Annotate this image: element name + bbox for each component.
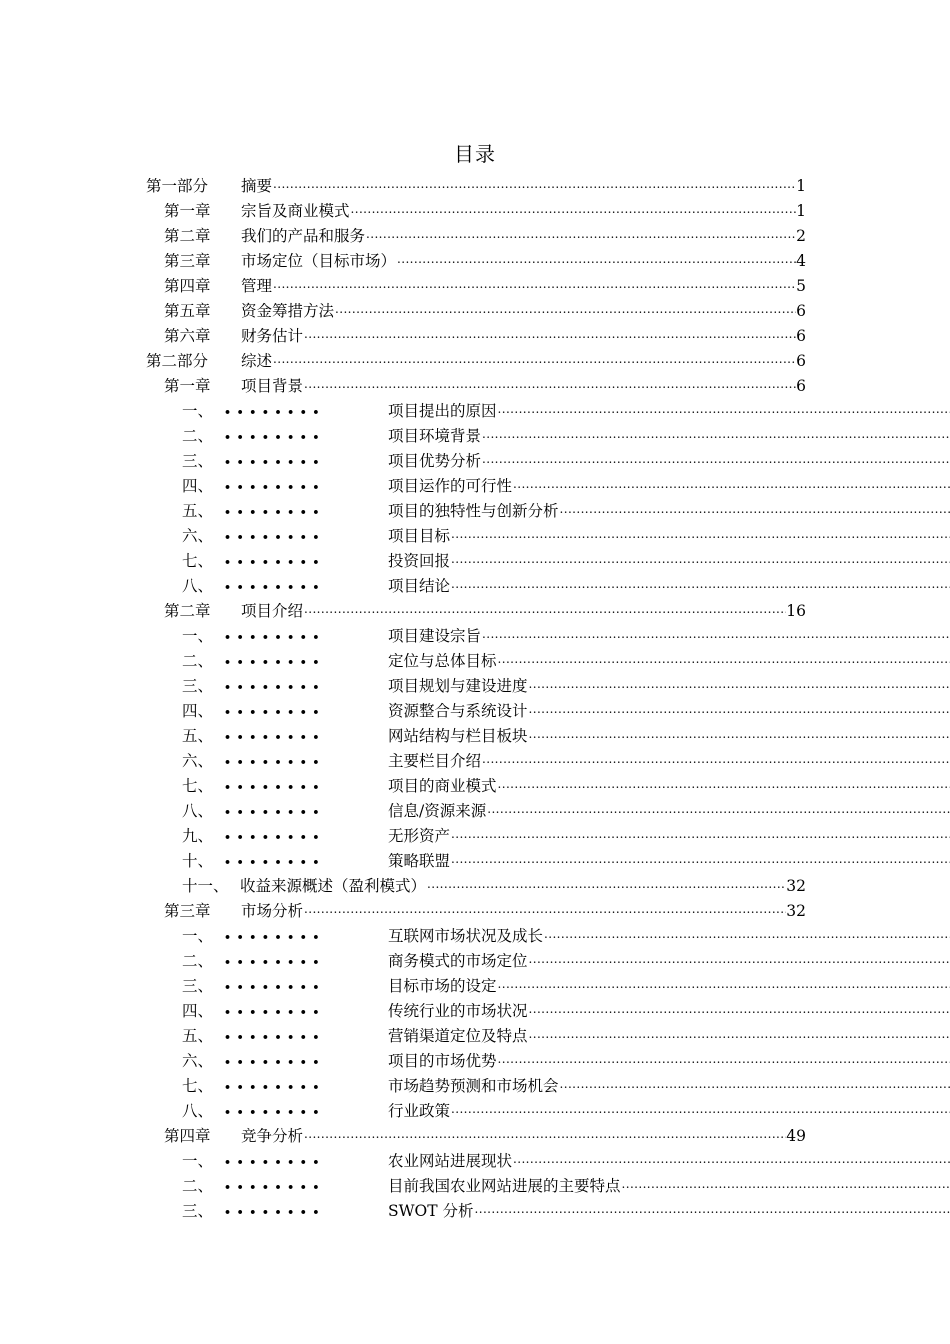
toc-bullets: •••••••• (224, 506, 326, 519)
toc-leader-dots (303, 1126, 786, 1142)
toc-entry-label: 项目背景 (241, 377, 304, 395)
toc-leader-dots (512, 476, 950, 492)
toc-entry-number: 第六章 (164, 327, 211, 345)
toc-entry-number: 第四章 (164, 277, 211, 295)
toc-leader-dots (474, 1201, 950, 1217)
toc-leader-dots (621, 1176, 950, 1192)
toc-bullets: •••••••• (224, 831, 326, 844)
toc-bullets: •••••••• (224, 1006, 326, 1019)
toc-entry-label: 项目结论 (388, 577, 451, 595)
toc-leader-dots (450, 826, 950, 842)
toc-entry-label: 项目环境背景 (388, 427, 482, 445)
toc-bullets: •••••••• (224, 856, 326, 869)
toc-entry-number: 第三章 (164, 902, 211, 920)
toc-entry-label: 项目的商业模式 (388, 777, 497, 795)
toc-entry-label: 项目介绍 (241, 602, 304, 620)
toc-bullets: •••••••• (224, 1106, 326, 1119)
toc-subentry[interactable] (182, 1099, 950, 1123)
toc-subentry[interactable] (182, 824, 950, 848)
toc-bullets: •••••••• (224, 931, 326, 944)
toc-entry-label: 管理 (241, 277, 273, 295)
toc-leader-dots (450, 851, 950, 867)
toc-entry[interactable] (164, 1124, 806, 1148)
toc-entry-label: 收益来源概述（盈利模式） (240, 877, 427, 895)
toc-subentry[interactable] (182, 724, 950, 748)
toc-subentry[interactable] (182, 849, 950, 873)
toc-entry-page: 16 (786, 602, 806, 620)
toc-entry-number: 一、 (182, 927, 214, 945)
toc-entry[interactable] (146, 349, 806, 373)
toc-entry-page: 1 (796, 202, 806, 220)
toc-entry-label: 资源整合与系统设计 (388, 702, 528, 720)
toc-entry-label: 投资回报 (388, 552, 451, 570)
toc-entry-page: 32 (786, 877, 806, 895)
toc-subentry[interactable] (182, 749, 950, 773)
toc-subentry[interactable] (182, 999, 950, 1023)
toc-bullets: •••••••• (224, 756, 326, 769)
toc-leader-dots (559, 501, 950, 517)
toc-entry-label: 项目优势分析 (388, 452, 482, 470)
toc-entry[interactable] (164, 274, 806, 298)
toc-subentry[interactable] (182, 449, 950, 473)
toc-leader-dots (543, 926, 950, 942)
toc-entry-number: 一、 (182, 627, 214, 645)
toc-leader-dots (497, 401, 950, 417)
toc-leader-dots (272, 351, 796, 367)
toc-entry-label: 行业政策 (388, 1102, 451, 1120)
toc-subentry[interactable] (182, 524, 950, 548)
toc-entry-label: 财务估计 (241, 327, 304, 345)
toc-leader-dots (365, 226, 796, 242)
toc-leader-dots (272, 276, 796, 292)
toc-entry-number: 二、 (182, 427, 214, 445)
toc-entry-label: 目前我国农业网站进展的主要特点 (388, 1177, 621, 1195)
toc-bullets: •••••••• (224, 406, 326, 419)
toc-entry-label: 宗旨及商业模式 (241, 202, 350, 220)
toc-entry-number: 六、 (182, 527, 214, 545)
toc-bullets: •••••••• (224, 656, 326, 669)
toc-entry[interactable] (164, 199, 806, 223)
toc-leader-dots (528, 1001, 950, 1017)
toc-leader-dots (303, 901, 786, 917)
toc-subentry[interactable] (182, 974, 950, 998)
toc-subentry[interactable] (182, 649, 950, 673)
toc-leader-dots (497, 976, 950, 992)
toc-entry-number: 一、 (182, 402, 214, 420)
toc-entry-label: 定位与总体目标 (388, 652, 497, 670)
toc-entry-label: 商务模式的市场定位 (388, 952, 528, 970)
toc-leader-dots (303, 601, 786, 617)
toc-entry-label: 项目提出的原因 (388, 402, 497, 420)
toc-entry-number: 一、 (182, 1152, 214, 1170)
toc-entry-number: 三、 (182, 677, 214, 695)
toc-entry[interactable] (164, 899, 806, 923)
toc-leader-dots (559, 1076, 950, 1092)
toc-entry-label: 我们的产品和服务 (241, 227, 366, 245)
toc-entry[interactable] (164, 324, 806, 348)
toc-leader-dots (334, 301, 796, 317)
toc-bullets: •••••••• (224, 956, 326, 969)
toc-subentry[interactable] (182, 549, 950, 573)
toc-entry-page: 1 (796, 177, 806, 195)
toc-leader-dots (450, 551, 950, 567)
toc-leader-dots (350, 201, 797, 217)
toc-bullets: •••••••• (224, 1156, 326, 1169)
toc-entry-number: 七、 (182, 1077, 214, 1095)
toc-bullets: •••••••• (224, 556, 326, 569)
toc-entry[interactable] (164, 299, 806, 323)
toc-bullets: •••••••• (224, 456, 326, 469)
toc-entry-number: 五、 (182, 1027, 214, 1045)
toc-entry-number: 六、 (182, 752, 214, 770)
toc-entry-number: 五、 (182, 502, 214, 520)
toc-leader-dots (481, 626, 950, 642)
toc-subentry[interactable] (182, 874, 806, 898)
toc-entry-number: 第二章 (164, 602, 211, 620)
toc-bullets: •••••••• (224, 781, 326, 794)
toc-entry-label: SWOT 分析 (388, 1202, 474, 1220)
toc-entry-number: 九、 (182, 827, 214, 845)
toc-entry-label: 资金筹措方法 (241, 302, 335, 320)
toc-entry-number: 第三章 (164, 252, 211, 270)
toc-entry-label: 项目目标 (388, 527, 451, 545)
toc-bullets: •••••••• (224, 431, 326, 444)
toc-bullets: •••••••• (224, 681, 326, 694)
toc-subentry[interactable] (182, 1149, 950, 1173)
toc-entry-number: 六、 (182, 1052, 214, 1070)
toc-entry-label: 摘要 (241, 177, 273, 195)
toc-entry-page: 2 (796, 227, 806, 245)
toc-subentry[interactable] (182, 699, 950, 723)
toc-leader-dots (481, 751, 950, 767)
toc-entry-number: 二、 (182, 1177, 214, 1195)
toc-subentry[interactable] (182, 949, 950, 973)
toc-entry-number: 十一、 (182, 877, 229, 895)
toc-entry-number: 第一章 (164, 202, 211, 220)
toc-entry-number: 第二章 (164, 227, 211, 245)
toc-subentry[interactable] (182, 574, 950, 598)
toc-leader-dots (497, 651, 950, 667)
toc-entry-label: 农业网站进展现状 (388, 1152, 513, 1170)
toc-leader-dots (426, 876, 786, 892)
toc-subentry[interactable] (182, 399, 950, 423)
toc-entry-label: 传统行业的市场状况 (388, 1002, 528, 1020)
toc-entry-label: 项目的独特性与创新分析 (388, 502, 559, 520)
toc-entry-label: 网站结构与栏目板块 (388, 727, 528, 745)
toc-bullets: •••••••• (224, 531, 326, 544)
toc-leader-dots (497, 1051, 950, 1067)
toc-subentry[interactable] (182, 624, 950, 648)
toc-leader-dots (486, 801, 950, 817)
toc-entry-page: 49 (786, 1127, 806, 1145)
toc-bullets: •••••••• (224, 481, 326, 494)
toc-leader-dots (481, 451, 950, 467)
toc-bullets: •••••••• (224, 806, 326, 819)
toc-bullets: •••••••• (224, 1031, 326, 1044)
toc-entry[interactable] (164, 224, 806, 248)
toc-entry-label: 主要栏目介绍 (388, 752, 482, 770)
toc-entry-page: 6 (796, 352, 806, 370)
toc-entry-page: 6 (796, 302, 806, 320)
toc-leader-dots (303, 376, 796, 392)
toc-entry-page: 6 (796, 327, 806, 345)
toc-entry-number: 二、 (182, 652, 214, 670)
toc-entry-number: 八、 (182, 802, 214, 820)
toc-entry[interactable] (146, 174, 806, 198)
toc-subentry[interactable] (182, 1024, 950, 1048)
toc-entry-number: 第二部分 (146, 352, 209, 370)
toc-leader-dots (450, 1101, 950, 1117)
toc-entry-number: 第四章 (164, 1127, 211, 1145)
toc-subentry[interactable] (182, 674, 950, 698)
toc-leader-dots (450, 526, 950, 542)
toc-leader-dots (512, 1151, 950, 1167)
toc-subentry[interactable] (182, 799, 950, 823)
toc-entry-number: 八、 (182, 577, 214, 595)
toc-entry-label: 综述 (241, 352, 273, 370)
toc-entry-label: 项目的市场优势 (388, 1052, 497, 1070)
toc-entry-label: 项目规划与建设进度 (388, 677, 528, 695)
toc-bullets: •••••••• (224, 1081, 326, 1094)
toc-entry-number: 四、 (182, 1002, 214, 1020)
toc-entry-number: 二、 (182, 952, 214, 970)
toc-entry-number: 七、 (182, 777, 214, 795)
toc-entry-label: 项目建设宗旨 (388, 627, 482, 645)
toc-bullets: •••••••• (224, 581, 326, 594)
toc-entry-number: 五、 (182, 727, 214, 745)
toc-subentry[interactable] (182, 1049, 950, 1073)
toc-entry-label: 市场定位（目标市场） (241, 252, 397, 270)
toc-subentry[interactable] (182, 1174, 950, 1198)
toc-entry-number: 四、 (182, 702, 214, 720)
toc-bullets: •••••••• (224, 1181, 326, 1194)
toc-entry-number: 第一章 (164, 377, 211, 395)
toc-entry-label: 信息/资源来源 (388, 802, 487, 820)
toc-subentry[interactable] (182, 774, 950, 798)
toc-entry-label: 营销渠道定位及特点 (388, 1027, 528, 1045)
toc-leader-dots (528, 676, 950, 692)
toc-leader-dots (481, 426, 950, 442)
toc-entry-number: 第一部分 (146, 177, 209, 195)
toc-entry-page: 5 (796, 277, 806, 295)
toc-entry-label: 市场趋势预测和市场机会 (388, 1077, 559, 1095)
toc-entry-page: 32 (786, 902, 806, 920)
toc-bullets: •••••••• (224, 706, 326, 719)
toc-leader-dots (528, 1026, 950, 1042)
toc-bullets: •••••••• (224, 1056, 326, 1069)
toc-leader-dots (303, 326, 796, 342)
toc-leader-dots (450, 576, 950, 592)
toc-entry[interactable] (164, 599, 806, 623)
toc-subentry[interactable] (182, 1074, 950, 1098)
toc-entry-number: 第五章 (164, 302, 211, 320)
toc-entry-number: 三、 (182, 977, 214, 995)
toc-entry-label: 项目运作的可行性 (388, 477, 513, 495)
toc-bullets: •••••••• (224, 1206, 326, 1219)
toc-entry-page: 6 (796, 377, 806, 395)
toc-subentry[interactable] (182, 499, 950, 523)
toc-entry-label: 竞争分析 (241, 1127, 304, 1145)
toc-entry-label: 无形资产 (388, 827, 451, 845)
toc-title: 目录 (454, 142, 496, 166)
toc-bullets: •••••••• (224, 981, 326, 994)
toc-entry-number: 八、 (182, 1102, 214, 1120)
toc-entry-number: 三、 (182, 452, 214, 470)
toc-entry-page: 4 (796, 252, 806, 270)
toc-entry-label: 策略联盟 (388, 852, 451, 870)
toc-leader-dots (497, 776, 950, 792)
toc-entry-number: 十、 (182, 852, 214, 870)
toc-subentry[interactable] (182, 1199, 950, 1223)
toc-entry-label: 互联网市场状况及成长 (388, 927, 544, 945)
toc-subentry[interactable] (182, 924, 950, 948)
toc-bullets: •••••••• (224, 631, 326, 644)
toc-entry-number: 三、 (182, 1202, 214, 1220)
toc-leader-dots (528, 726, 950, 742)
toc-subentry[interactable] (182, 424, 950, 448)
toc-entry-number: 四、 (182, 477, 214, 495)
toc-leader-dots (272, 176, 796, 192)
toc-entry[interactable] (164, 249, 806, 273)
toc-leader-dots (528, 701, 950, 717)
toc-entry-label: 市场分析 (241, 902, 304, 920)
toc-leader-dots (528, 951, 950, 967)
toc-leader-dots (396, 251, 796, 267)
toc-entry[interactable] (164, 374, 806, 398)
toc-entry-number: 七、 (182, 552, 214, 570)
toc-entry-label: 目标市场的设定 (388, 977, 497, 995)
toc-subentry[interactable] (182, 474, 950, 498)
toc-bullets: •••••••• (224, 731, 326, 744)
